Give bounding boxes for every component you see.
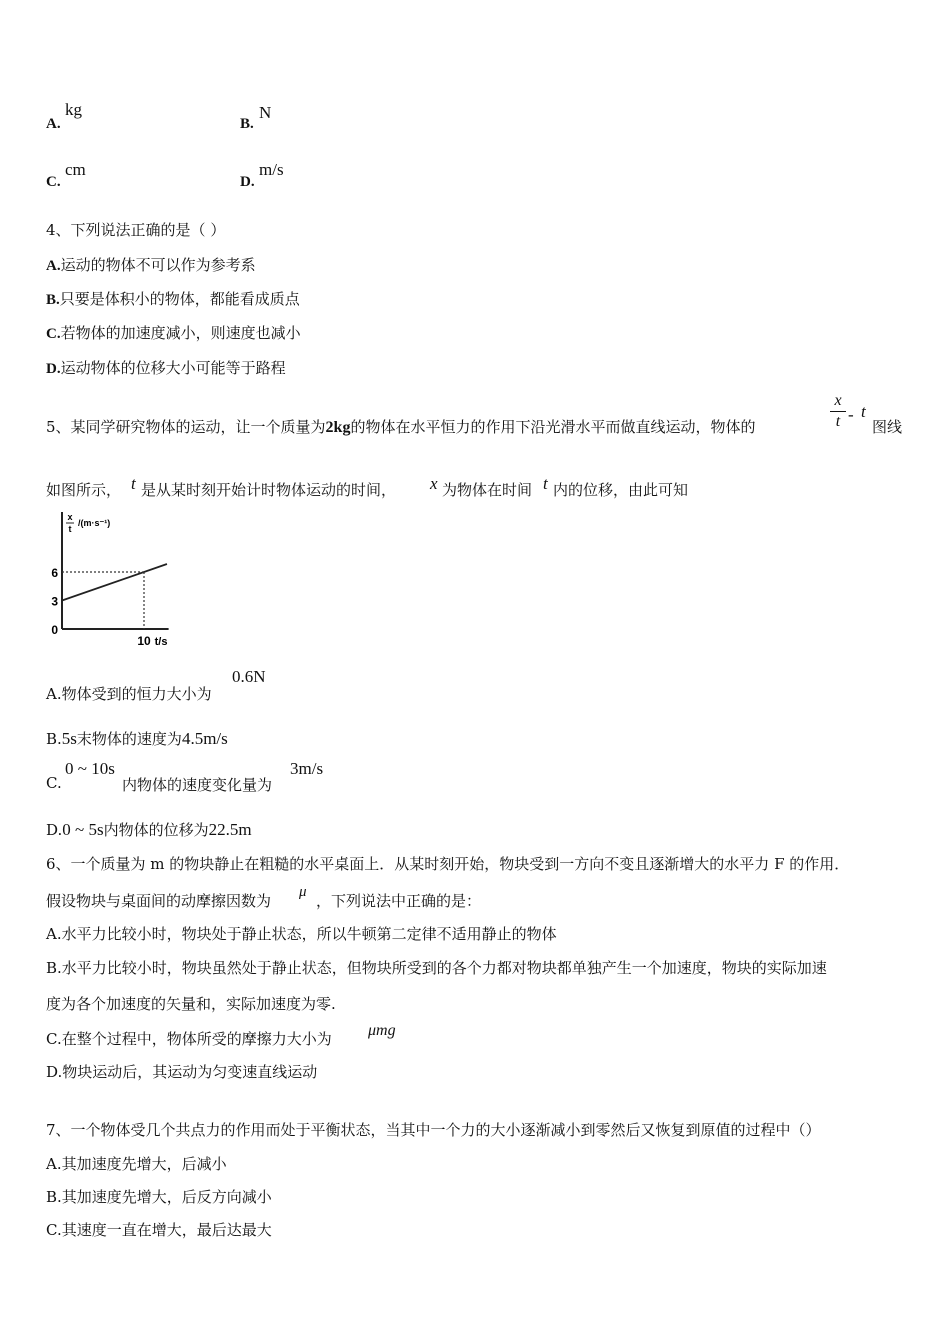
q4-option-c-text: 若物体的加速度减小，则速度也减小	[60, 324, 301, 342]
q5-option-d	[46, 819, 252, 840]
q5-option-a-text: A.物体受到的恒力大小为	[46, 685, 212, 703]
y-tick-label: 6	[51, 566, 58, 580]
q5-option-d-text: 内物体的位移为	[103, 821, 209, 839]
q5-stem-part2: 的物体在水平恒力的作用下沿光滑水平而做直线运动，物体的	[350, 418, 756, 436]
q3-option-b-label: B.	[240, 116, 254, 132]
q5-line2-c: 为物体在时间	[442, 481, 533, 499]
q5-option-c-text: 内物体的速度变化量为	[122, 776, 273, 794]
q3-option-c-label: C.	[46, 174, 61, 190]
q5-option-c-value: 3m/s	[290, 759, 324, 778]
q4-option-d	[46, 357, 286, 378]
q4-option-a	[46, 254, 256, 275]
q5-line2-x: x	[430, 474, 438, 493]
q7-option-c: C.其速度一直在增大，最后达最大	[46, 1221, 272, 1239]
x-tick-label: 10	[137, 634, 151, 648]
q4-option-a-label: A.	[46, 258, 61, 274]
q3-option-a-value: kg	[65, 100, 82, 119]
q5-option-d-label: D.	[46, 821, 63, 839]
q6-stem-line1: 6、一个质量为 m 的物块静止在粗糙的水平桌面上．从某时刻开始，物块受到一方向不变且逐渐增大的水平力 F 的作用．	[46, 855, 850, 873]
q5-x-over-t-fraction	[830, 392, 846, 431]
q3-option-b-value: N	[259, 103, 272, 122]
q5-t-symbol: t	[861, 402, 866, 421]
y-axis-label-numerator: x	[67, 512, 73, 522]
q6-option-b-line2: 度为各个加速度的矢量和，实际加速度为零.	[46, 995, 336, 1013]
q5-line2-b: 是从某时刻开始计时物体运动的时间，	[141, 481, 397, 499]
q5-line2-d: 内的位移，由此可知	[553, 481, 689, 499]
q5-line2-a: 如图所示，	[46, 481, 122, 499]
q4-option-b-text: 只要是体积小的物体，都能看成质点	[59, 290, 300, 308]
q5-frac-numerator: x	[834, 392, 842, 409]
q5-option-d-value: 22.5m	[208, 820, 252, 839]
q6-option-c-value: μmg	[368, 1022, 396, 1039]
q6-stem-line2a: 假设物块与桌面间的动摩擦因数为	[46, 892, 272, 910]
q3-option-c-value: cm	[65, 160, 86, 179]
q5-stem-line1	[46, 416, 755, 437]
q5-option-b-value: 4.5m/s	[181, 729, 228, 748]
q6-option-b-line1: B.水平力比较小时，物块虽然处于静止状态，但物块所受到的各个力都对物块都单独产生一个加速度，物块的实际加速	[46, 959, 827, 977]
q4-option-b-label: B.	[46, 292, 60, 308]
y-axis-label-unit: /(m·s⁻¹)	[78, 518, 111, 528]
q4-option-c-label: C.	[46, 326, 61, 342]
q5-stem-part3: 图线	[872, 418, 903, 436]
q7-option-a: A.其加速度先增大，后减小	[46, 1155, 227, 1173]
q5-option-b-text: 末物体的速度为	[76, 730, 182, 748]
q3-option-d-label: D.	[240, 174, 255, 190]
y-tick-label: 0	[51, 623, 58, 637]
q5-line2-t: t	[131, 474, 136, 493]
q5-option-b-label: B.	[46, 730, 62, 748]
q5-option-c-label: C.	[46, 774, 62, 792]
x-axis-label: t/s	[154, 636, 168, 648]
q4-option-c	[46, 322, 301, 343]
q5-option-b	[46, 728, 228, 749]
q4-stem: 4、下列说法正确的是（ ）	[46, 221, 226, 239]
q3-option-a-label: A.	[46, 116, 61, 132]
q5-option-d-interval: 0 ~ 5s	[62, 820, 104, 839]
y-tick-label: 3	[51, 594, 58, 609]
q4-option-d-label: D.	[46, 361, 61, 377]
q5-option-b-time: 5s	[61, 729, 77, 748]
q7-option-b: B.其加速度先增大，后反方向减小	[46, 1188, 272, 1206]
q6-stem-line2b: ，下列说法中正确的是：	[316, 892, 482, 910]
q5-frac-denominator: t	[835, 413, 841, 430]
q5-xt-graph	[40, 508, 180, 650]
q5-dash: -	[848, 405, 854, 424]
q4-option-d-text: 运动物体的位移大小可能等于路程	[60, 359, 286, 377]
q6-option-d: D.物块运动后，其运动为匀变速直线运动	[46, 1063, 318, 1081]
q5-stem-part1: 5、某同学研究物体的运动，让一个质量为	[46, 418, 326, 436]
q4-option-a-text: 运动的物体不可以作为参考系	[60, 256, 256, 274]
q4-option-b	[46, 288, 300, 309]
y-axis-label-denominator: t	[68, 524, 72, 534]
q5-mass: 2kg	[325, 419, 351, 436]
q6-option-c: C.在整个过程中，物体所受的摩擦力大小为	[46, 1030, 332, 1048]
q5-line2-t2: t	[543, 474, 548, 493]
q7-stem: 7、一个物体受几个共点力的作用而处于平衡状态，当其中一个力的大小逐渐减小到零然后又恢复到原值的过程中（）	[46, 1121, 821, 1139]
q5-option-c-interval: 0 ~ 10s	[65, 759, 115, 778]
q3-option-d-value: m/s	[259, 160, 284, 179]
data-line	[62, 564, 167, 600]
q6-option-a: A.水平力比较小时，物块处于静止状态，所以牛顿第二定律不适用静止的物体	[46, 925, 557, 943]
q5-option-a-value: 0.6N	[232, 667, 266, 686]
q6-mu-symbol: μ	[299, 884, 307, 900]
